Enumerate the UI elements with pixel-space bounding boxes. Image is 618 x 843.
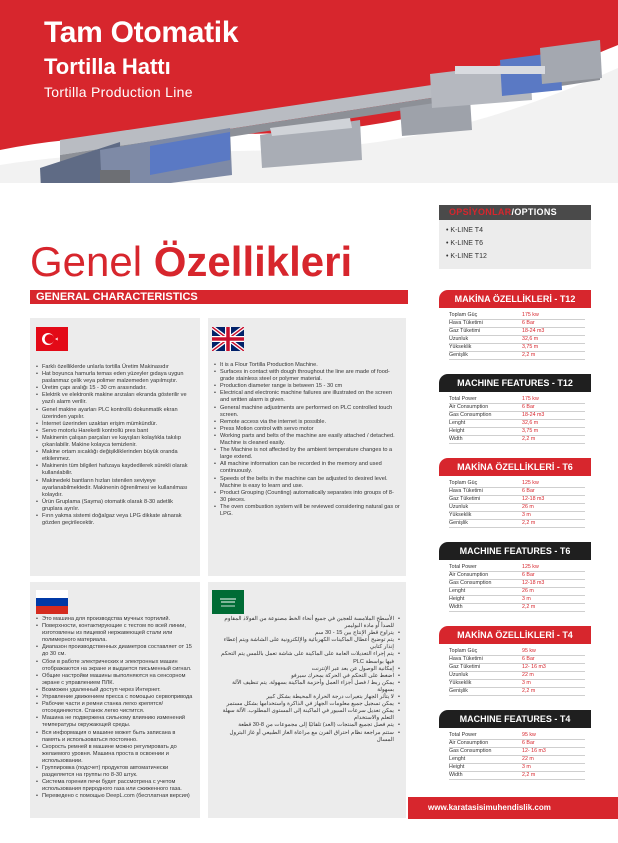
title-english: Tortilla Production Line (44, 84, 193, 100)
title-line-2: Tortilla Hattı (44, 54, 171, 79)
list-item: • Группировка (подсчет) продуктов автоматически разделяется на группы по 8-30 штук. (36, 765, 194, 779)
list-item: • All machine information can be recorded in the memory and used continuously. (214, 461, 400, 475)
spec-row: Gas Consumption 12- 16 m3 (449, 748, 585, 756)
list-item: • Farklı özelliklerde unlarla tortilla Üretim Makinasıdır (36, 364, 194, 371)
list-item: • Product Grouping (Counting) automatically separates into groups of 8-30 pieces. (214, 490, 400, 504)
spec-section-en-t4 (439, 710, 591, 782)
list-item: • يتم فصل تجميع المنتجات (العد) تلقائيًا إلى مجموعات من 8-30 قطعة (214, 722, 400, 729)
main-title (30, 238, 352, 286)
list-item: • General machine adjustments are performed on PLC controlled touch screen. (214, 405, 400, 419)
spec-row: Yükseklik 3 m (449, 512, 585, 520)
spec-row: Hava Tüketimi 6 Bar (449, 656, 585, 664)
spec-row: Toplam Güç 125 kw (449, 480, 585, 488)
spec-row: Gaz Tüketimi 18-24 m3 (449, 328, 585, 336)
spec-row: Air Consumption 6 Bar (449, 740, 585, 748)
option-item: • K-LINE T12 (446, 253, 487, 260)
spec-section-title: MAKİNA ÖZELLİKLERİ - T4 (439, 626, 591, 644)
list-item: • Makinenin tüm bilgileri hafızaya kaydedilerek sürekli olarak kullanılabilir. (36, 463, 194, 477)
list-item: • Общие настройки машины выполняются на сенсорном экране с управлением ПЛК. (36, 673, 194, 687)
header-banner (0, 0, 618, 183)
list-item: • Press Motion control with servo motor (214, 426, 400, 433)
spec-row: Total Power 175 kw (449, 396, 585, 404)
spec-row: Gaz Tüketimi 12-18 m3 (449, 496, 585, 504)
spec-section-title: MACHINE FEATURES - T12 (439, 374, 591, 392)
spec-row: Uzunluk 26 m (449, 504, 585, 512)
turkey-flag-icon (36, 327, 68, 351)
spec-row: Gas Consumption 18-24 m3 (449, 412, 585, 420)
title-line-1: Tam Otomatik (44, 16, 239, 49)
list-item: • إمكانية الوصول عن بعد عبر الإنترنت (214, 666, 400, 673)
list-item: • Makinedeki bantların hızları istenilen seviyeye ayarlanabilmektedir. Makinenin öğrenilmesi ve kullanılması kolaydır. (36, 478, 194, 499)
list-item: • يتراوح قطر الإنتاج بين 15 - 30 سم (214, 630, 400, 637)
list-item: • يمكن ربط / فصل أجزاء العمل وأحزمة الماكينة بسهولة. يتم تنظيف الآلة بسهولة (214, 680, 400, 694)
list-item: • Рабочие части и ремни станка легко крепятся/отсоединяются. Станок легко чистится. (36, 701, 194, 715)
list-item: • Скорость ремней в машине можно регулировать до желаемого уровня. Машина проста в освоении и использовании. (36, 744, 194, 765)
spec-row: Yükseklik 3,75 m (449, 344, 585, 352)
spec-row: Total Power 95 kw (449, 732, 585, 740)
list-item: • Speeds of the belts in the machine can be adjusted to desired level. Machine is easy to learn and use. (214, 476, 400, 490)
list-item: • Hat boyunca hamurla temas eden yüzeyler gıdaya uygun paslanmaz çelik veya polimer malzemeden yapılmıştır. (36, 371, 194, 385)
spec-row: Height 3 m (449, 596, 585, 604)
english-feature-list (214, 362, 400, 518)
arabic-feature-list (214, 616, 400, 744)
list-item: • لا يتأثر الجهاز بتغيرات درجة الحرارة المحيطة بشكل كبير (214, 694, 400, 701)
list-item: • The oven combustion system will be reviewed considering natural gas or LPG. (214, 504, 400, 518)
spec-row: Width 2,2 m (449, 436, 585, 444)
list-item: • Electrical and electronic machine failures are illustrated on the screen and written alarm is given. (214, 390, 400, 404)
russia-flag-icon (36, 590, 68, 614)
list-item: • اضغط على التحكم في الحركة بمحرك سيرفو (214, 673, 400, 680)
list-item: • ستتم مراجعة نظام احتراق الفرن مع مراعاة الغاز الطبيعي أو غاز البترول المسال (214, 730, 400, 744)
spec-row: Gaz Tüketimi 12- 16 m3 (449, 664, 585, 672)
options-heading-tr: OPSİYONLAR (449, 207, 512, 217)
list-item: • Production diameter range is between 15 - 30 cm (214, 383, 400, 390)
list-item: • Makinenin çalışan parçaları ve kayışları kolaylıkla takılıp çıkarılabilir. Makine kolayca temizlenir. (36, 435, 194, 449)
spec-row: Hava Tüketimi 6 Bar (449, 488, 585, 496)
spec-row: Genişlik 2,2 m (449, 352, 585, 360)
spec-row: Width 2,2 m (449, 772, 585, 780)
general-characteristics-bar (30, 290, 408, 304)
spec-section-title: MACHINE FEATURES - T4 (439, 710, 591, 728)
spec-section-en-t12 (439, 374, 591, 446)
spec-row: Uzunluk 22 m (449, 672, 585, 680)
main-title-light: Genel (30, 238, 143, 285)
spec-row: Toplam Güç 175 kw (449, 312, 585, 320)
list-item: • The Machine is not affected by the ambient temperature changes to a large extend. (214, 447, 400, 461)
list-item: • Surfaces in contact with dough throughout the line are made of food-grade stainless steel or polymer material. (214, 369, 400, 383)
list-item: • Working parts and belts of the machine are easily attached / detached. Machine is cleaned easily. (214, 433, 400, 447)
list-item: • Переведено с помощью DeepL.com (бесплатная версия) (36, 793, 194, 800)
list-item: • Система горения печи будет рассмотрена с учетом использования природного газа или сжиженного газа. (36, 779, 194, 793)
spec-row: Genişlik 2,2 m (449, 688, 585, 696)
spec-row: Uzunluk 32,6 m (449, 336, 585, 344)
spec-row: Height 3,75 m (449, 428, 585, 436)
russian-feature-list (36, 616, 194, 800)
spec-row: Hava Tüketimi 6 Bar (449, 320, 585, 328)
option-item: • K-LINE T6 (446, 240, 483, 247)
list-item: • Makine ortam sıcaklığı değişikliklerinden büyük oranda etkilenmez. (36, 449, 194, 463)
list-item: • Genel makine ayarları PLC kontrollü dokunmatik ekran üzerinden yapılır. (36, 407, 194, 421)
list-item: • Возможен удаленный доступ через Интернет. (36, 687, 194, 694)
list-item: • Диапазон производственных диаметров составляет от 15 до 30 см. (36, 644, 194, 658)
spec-row: Air Consumption 6 Bar (449, 572, 585, 580)
spec-section-title: MACHINE FEATURES - T6 (439, 542, 591, 560)
list-item: • Управление движением пресса с помощью сервопривода (36, 694, 194, 701)
options-heading (439, 205, 591, 220)
spec-row: Lenght 32,6 m (449, 420, 585, 428)
list-item: • Remote access via the internet is possible. (214, 419, 400, 426)
spec-section-title: MAKİNA ÖZELLİKLERİ - T12 (439, 290, 591, 308)
list-item: • Servo motorlu Hareketli kontrollü pres bant (36, 428, 194, 435)
spec-row: Yükseklik 3 m (449, 680, 585, 688)
list-item: • İnternet üzerinden uzaktan erişim mümkündür. (36, 421, 194, 428)
spec-row: Width 2,2 m (449, 604, 585, 612)
list-item: • Сбои в работе электрических и электронных машин отображаются на экране и выдается письменный сигнал. (36, 659, 194, 673)
footer-url-bar[interactable] (408, 797, 618, 819)
spec-row: Air Consumption 6 Bar (449, 404, 585, 412)
list-item: • Üretim çapı aralığı 15 - 30 cm arasındadır. (36, 385, 194, 392)
list-item: • It is a Flour Tortilla Production Machine. (214, 362, 400, 369)
list-item: • Вся информация о машине может быть записана в память и использоваться постоянно. (36, 730, 194, 744)
list-item: • Ürün Gruplama (Sayma) otomatik olarak 8-30 adetlik gruplara ayrılır. (36, 499, 194, 513)
options-heading-en: OPTIONS (514, 207, 557, 217)
option-item: • K-LINE T4 (446, 227, 483, 234)
list-item: • Поверхности, контактирующие с тестом по всей линии, изготовлены из пищевой нержавеющей стали или полимерного материала. (36, 623, 194, 644)
list-item: • يمكن تسجيل جميع معلومات الجهاز في الذاكرة واستخدامها بشكل مستمر (214, 701, 400, 708)
list-item: • Fırın yakma sistemi doğalgaz veya LPG dikkate alınarak gözden geçirilecektir. (36, 513, 194, 527)
list-item: • Машина не подвержена сильному влиянию изменений температуры окружающей среды. (36, 715, 194, 729)
saudi-flag-icon (212, 590, 244, 614)
list-item: • Это машина для производства мучных тортилий. (36, 616, 194, 623)
footer-url-link[interactable]: www.karatasisimuhendislik.com (428, 803, 551, 812)
list-item: • يمكن تعديل سرعات السيور في الماكينة إلى المستوى المطلوب. الآلة سهلة التعلم والاستخدام (214, 708, 400, 722)
spec-section-en-t6 (439, 542, 591, 614)
spec-section-tr-t4 (439, 626, 591, 698)
spec-section-tr-t12 (439, 290, 591, 362)
uk-flag-icon (212, 327, 244, 351)
list-item: • الأسطح الملامسة للعجين في جميع أنحاء الخط مصنوعة من الفولاذ المقاوم للصدأ أو مادة البوليمر (214, 616, 400, 630)
spec-row: Gas Consumption 12-18 m3 (449, 580, 585, 588)
spec-row: Lenght 22 m (449, 756, 585, 764)
spec-row: Total Power 125 kw (449, 564, 585, 572)
list-item: • Elektrik ve elektronik makine arızaları ekranda gösterilir ve yazılı alarm verilir. (36, 392, 194, 406)
list-item: • يتم توضيح أعطال الماكينات الكهربائية والإلكترونية على الشاشة ويتم إعطاء إنذار كتابي (214, 637, 400, 651)
spec-row: Lenght 26 m (449, 588, 585, 596)
turkish-feature-list (36, 364, 194, 527)
spec-section-title: MAKİNA ÖZELLİKLERİ - T6 (439, 458, 591, 476)
spec-section-tr-t6 (439, 458, 591, 530)
main-title-bold: Özellikleri (153, 238, 353, 285)
general-characteristics-label: GENERAL CHARACTERISTICS (36, 291, 198, 303)
spec-row: Height 3 m (449, 764, 585, 772)
spec-row: Toplam Güç 95 kw (449, 648, 585, 656)
spec-row: Genişlik 2,2 m (449, 520, 585, 528)
list-item: • يتم إجراء التعديلات العامة على الماكينة على شاشة تعمل باللمس يتم التحكم فيها بواسطة PLC (214, 651, 400, 665)
options-heading-sep: / (511, 207, 515, 217)
